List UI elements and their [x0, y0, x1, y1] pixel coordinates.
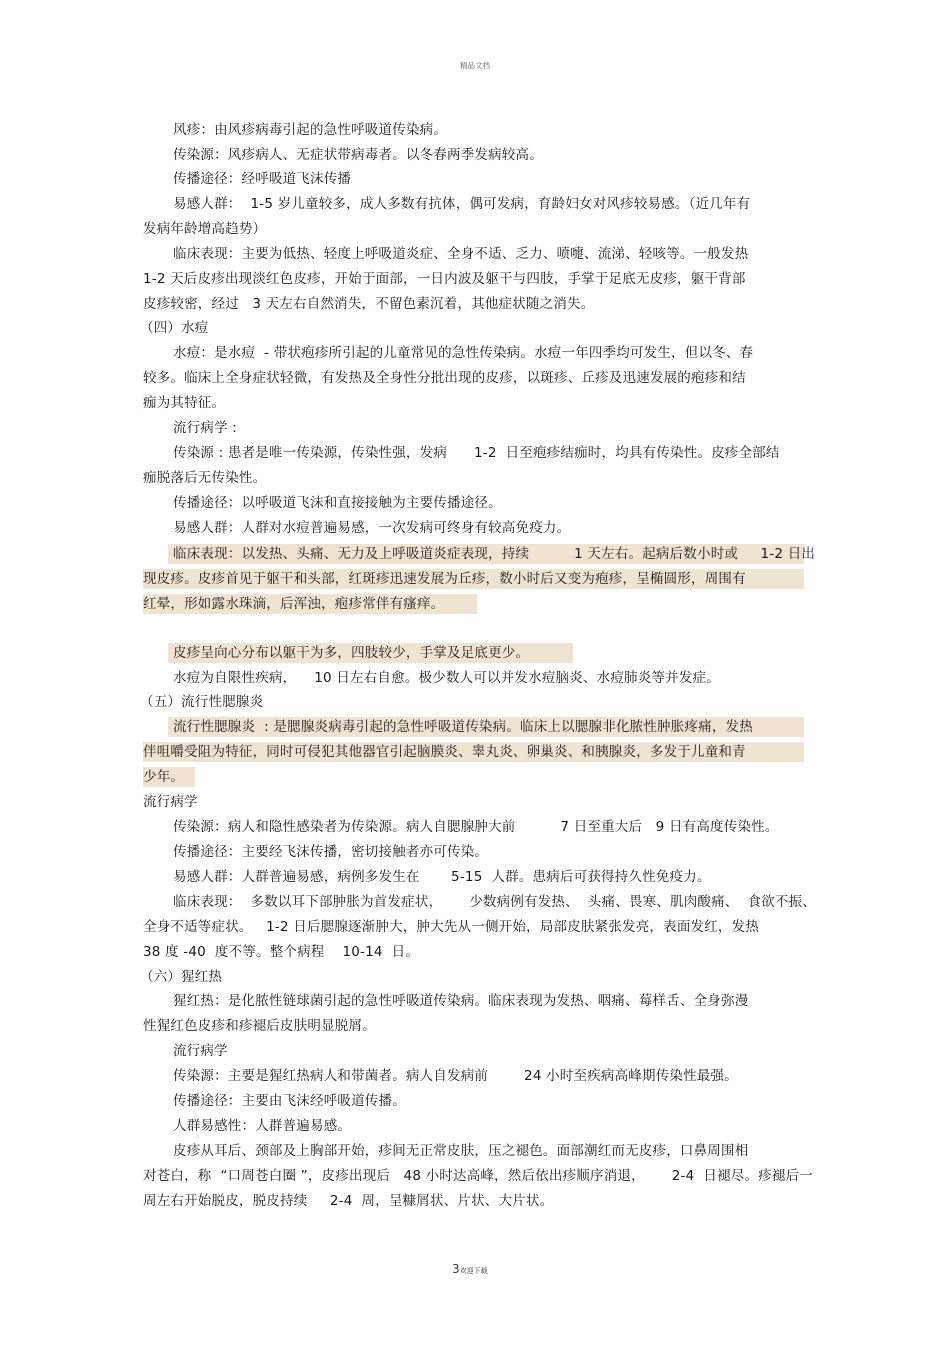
footer-note: 欢迎下载 — [459, 1267, 488, 1275]
text-line: 皮疹较密，经过 3 天左右自然消失，不留色素沉着，其他症状随之消失。 — [143, 296, 595, 312]
text-line: 水痘：是水痘 - 带状疱疹所引起的儿童常见的急性传染病。水痘一年四季均可发生，但以冬、春 — [173, 345, 754, 361]
text-line: 临床表现：主要为低热、轻度上呼吸道炎症、全身不适、乏力、喷嚏、流涕、轻咳等。一般发热 — [173, 246, 749, 262]
text-line: 皮疹从耳后、颈部及上胸部开始，疹间无正常皮肤，压之褪色。面部潮红而无皮疹，口鼻周围相 — [173, 1143, 749, 1159]
section-heading: （六）猩红热 — [140, 969, 223, 985]
text-line: 传播途径：经呼吸道飞沫传播 — [173, 171, 352, 187]
text-line: 传播途径：以呼吸道飞沫和直接接触为主要传播途径。 — [173, 495, 502, 511]
text-line: 对苍白，称 “口周苍白圈 ”，皮疹出现后 48 小时达高峰，然后依出疹顺序消退， 2-4 日褪尽。疹褪后一 — [143, 1168, 813, 1184]
page-number: 3 — [452, 1262, 460, 1276]
text-line: 1-2 天后皮疹出现淡红色皮疹，开始于面部，一日内波及躯干与四肢，手掌于足底无皮疹，躯干背部 — [143, 271, 746, 287]
text-line: 周左右开始脱皮，脱皮持续 2-4 周，呈糠屑状、片状、大片状。 — [143, 1193, 554, 1209]
text-line: 全身不适等症状。 1-2 日后腮腺逐渐肿大，肿大先从一侧开始，局部皮肤紧张发亮，表面发红，发热 — [143, 919, 760, 935]
text-line: 流行病学 — [173, 1043, 228, 1059]
text-line: 痂为其特征。 — [143, 395, 226, 411]
text-line: 现皮疹。皮疹首见于躯干和头部，红斑疹迅速发展为丘疹，数小时后又变为疱疹，呈椭圆形，周围有 — [143, 571, 746, 587]
text-line: 红晕，形如露水珠滴，后浑浊，疱疹常伴有瘙痒。 — [143, 596, 445, 612]
text-line: 流行病学 — [143, 794, 198, 810]
page-footer — [452, 1262, 488, 1276]
text-line: 传染源 : 患者是唯一传染源，传染性强，发病 1-2 日至疱疹结痂时，均具有传染性。皮疹全部结 — [173, 445, 780, 461]
text-line: 皮疹呈向心分布以躯干为多，四肢较少，手掌及足底更少。 — [173, 645, 530, 661]
text-line: 风疹：由风疹病毒引起的急性呼吸道传染病。 — [173, 122, 447, 138]
text-line: 猩红热：是化脓性链球菌引起的急性呼吸道传染病。临床表现为发热、咽痛、莓样舌、全身弥漫 — [173, 993, 749, 1009]
text-line: 临床表现：以发热、头痛、无力及上呼吸道炎症表现，持续 1 天左右。起病后数小时或 1-2 日出 — [173, 546, 816, 562]
text-line: 38 度 -40 度不等。整个病程 10-14 日。 — [143, 944, 420, 960]
text-line: 流行性腮腺炎 : 是腮腺炎病毒引起的急性呼吸道传染病。临床上以腮腺非化脓性肿胀疼痛，发热 — [173, 719, 753, 735]
text-line: 痂脱落后无传染性。 — [143, 470, 267, 486]
text-line: 人群易感性：人群普遍易感。 — [173, 1118, 352, 1134]
text-line: 较多。临床上全身症状轻微，有发热及全身性分批出现的皮疹，以斑疹、丘疹及迅速发展的疱疹和结 — [143, 370, 746, 386]
text-line: 伴咀嚼受阻为特征，同时可侵犯其他器官引起脑膜炎、睾丸炎、卵巢炎、和胰腺炎，多发于儿童和青 — [143, 744, 746, 760]
text-line: 流行病学 : — [173, 420, 238, 436]
section-heading: （四）水痘 — [140, 320, 209, 336]
text-line: 发病年龄增高趋势） — [143, 221, 267, 237]
text-line: 水痘为自限性疾病， 10 日左右自愈。极少数人可以并发水痘脑炎、水痘肺炎等并发症。 — [173, 670, 720, 686]
text-line: 传染源：风疹病人、无症状带病毒者。以冬春两季发病较高。 — [173, 147, 543, 163]
text-line: 传播途径：主要由飞沫经呼吸道传播。 — [173, 1093, 406, 1109]
text-line: 易感人群：人群对水痘普遍易感，一次发病可终身有较高免疫力。 — [173, 520, 571, 536]
page-header: 精品文档 — [460, 61, 490, 70]
text-line: 临床表现： 多数以耳下部肿胀为首发症状， 少数病例有发热、 头痛、畏寒、肌肉酸痛、 食欲不振、 — [173, 894, 816, 910]
section-heading: （五）流行性腮腺炎 — [140, 694, 264, 710]
text-line: 性猩红色皮疹和疹褪后皮肤明显脱屑。 — [143, 1018, 376, 1034]
text-line: 传染源：主要是猩红热病人和带菌者。病人自发病前 24 小时至疾病高峰期传染性最强。 — [173, 1068, 738, 1084]
text-line: 传染源：病人和隐性感染者为传染源。病人自腮腺肿大前 7 日至重大后 9 日有高度传染性。 — [173, 819, 779, 835]
text-line: 易感人群： 1-5 岁儿童较多，成人多数有抗体，偶可发病，育龄妇女对风疹较易感。（近几年有 — [173, 196, 751, 212]
text-line: 少年。 — [143, 769, 185, 785]
text-line: 易感人群：人群普遍易感，病例多发生在 5-15 人群。患病后可获得持久性免疫力。 — [173, 869, 711, 885]
text-line: 传播途径：主要经飞沫传播，密切接触者亦可传染。 — [173, 844, 489, 860]
